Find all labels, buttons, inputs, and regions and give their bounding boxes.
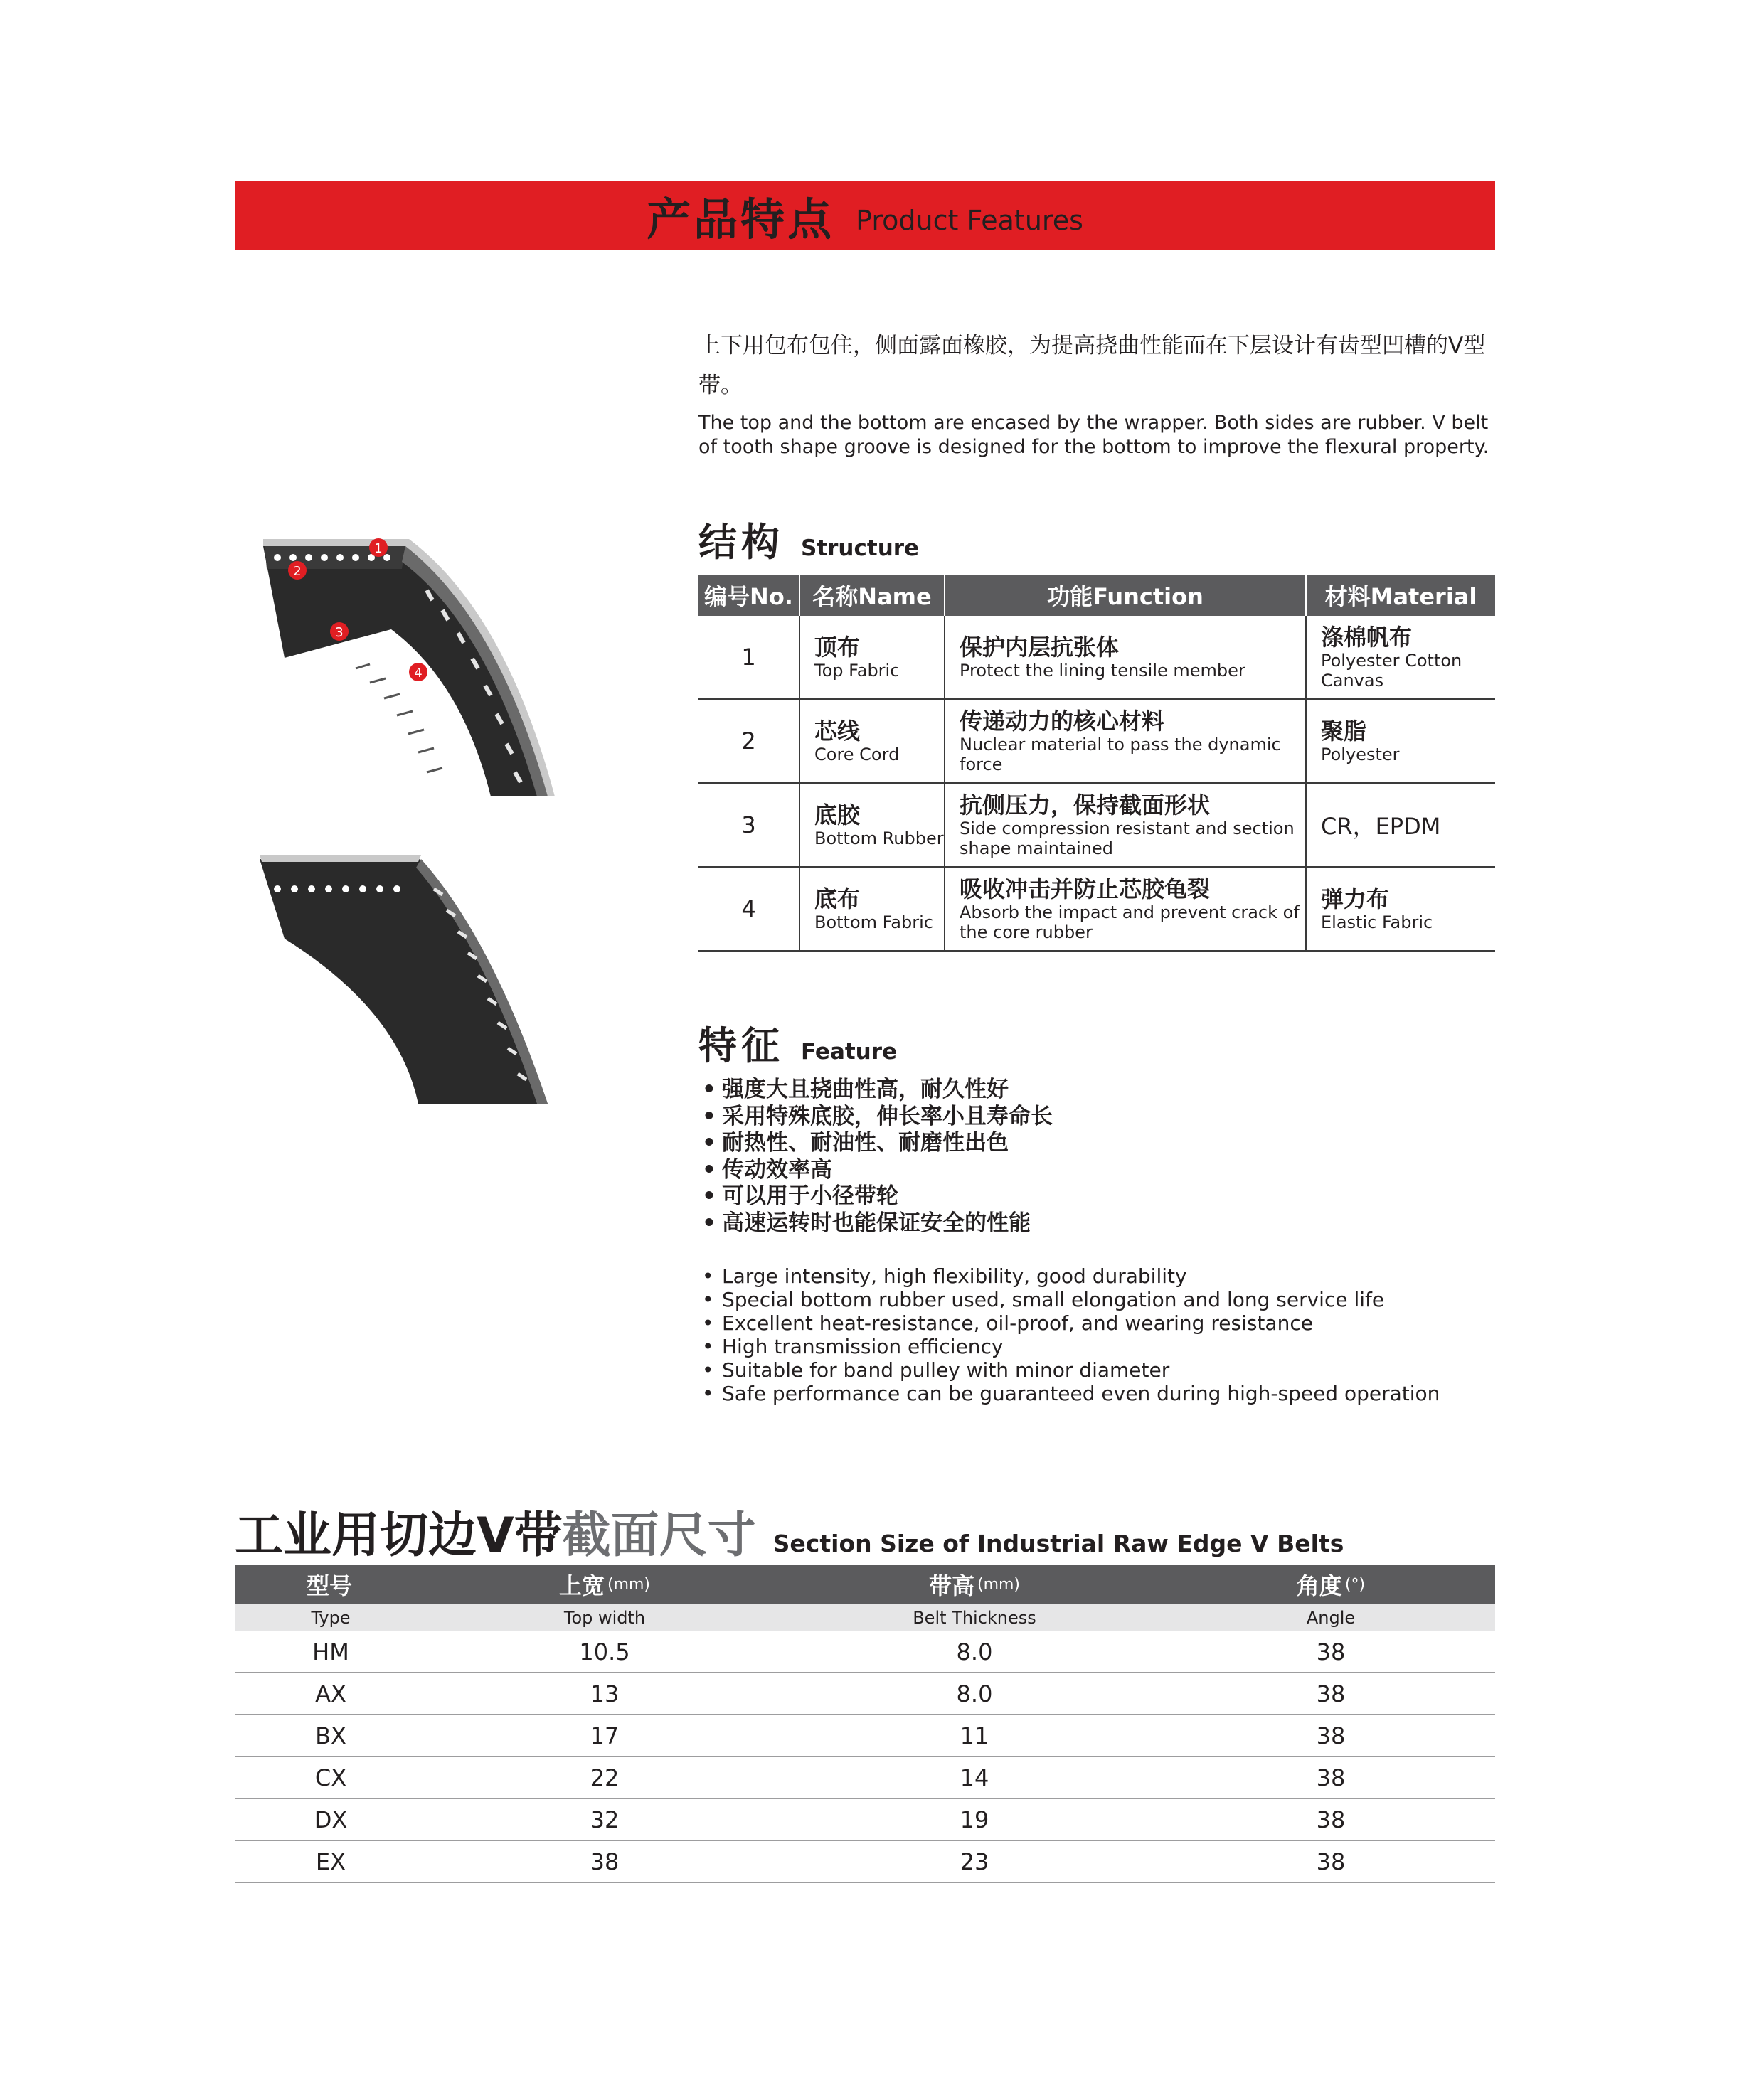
size-cell-type: CX — [314, 1764, 347, 1791]
structure-cell-function — [945, 699, 1306, 783]
structure-cell-name — [799, 616, 945, 699]
name-en: Top Fabric — [814, 661, 900, 681]
belt-cross-section-diagram — [256, 533, 555, 804]
name-cn: 芯线 — [814, 718, 861, 745]
material-en: Polyester Cotton Canvas — [1321, 651, 1462, 691]
section-size-title — [235, 1497, 1344, 1566]
intro-text — [698, 326, 1509, 459]
size-cell-type: EX — [315, 1848, 346, 1875]
size-cell-angle: 38 — [1316, 1638, 1346, 1665]
feature-list-cn — [701, 1077, 1053, 1237]
size-subheader-top-width: Top width — [563, 1608, 646, 1628]
section-size-table — [235, 1565, 1495, 1883]
size-subheader-angle: Angle — [1306, 1608, 1356, 1628]
name-cn: 底布 — [814, 885, 861, 912]
structure-header-no: 编号No. — [698, 575, 799, 616]
structure-cell-function — [945, 783, 1306, 867]
size-subheader-row — [235, 1604, 1495, 1631]
feature-heading — [698, 1016, 897, 1070]
structure-cell-no: 3 — [698, 783, 799, 867]
svg-text:4: 4 — [414, 666, 423, 681]
section-size-title-cn-a: 工业用切边V带 — [235, 1508, 563, 1564]
material-cn: 弹力布 — [1321, 885, 1390, 912]
function-en: Protect the lining tensile member — [960, 661, 1245, 681]
size-row — [235, 1757, 1495, 1799]
feature-item-cn: • 采用特殊底胶，伸长率小且寿命长 — [701, 1104, 1053, 1131]
structure-row — [698, 616, 1495, 699]
function-en: Nuclear material to pass the dynamic force — [960, 735, 1281, 774]
size-cell-top-width: 22 — [590, 1764, 620, 1791]
structure-row — [698, 699, 1495, 783]
size-subheader-belt-thickness: Belt Thickness — [913, 1608, 1036, 1628]
function-cn: 保护内层抗张体 — [960, 634, 1120, 661]
banner-title-en: Product Features — [856, 205, 1083, 236]
structure-heading-cn: 结构 — [698, 520, 784, 565]
name-en: Core Cord — [814, 745, 900, 764]
structure-header-material: 材料Material — [1306, 575, 1495, 616]
feature-item-cn: • 高速运转时也能保证安全的性能 — [701, 1210, 1053, 1237]
structure-cell-function — [945, 867, 1306, 951]
structure-cell-material — [1306, 867, 1495, 951]
size-row — [235, 1841, 1495, 1883]
structure-cell-no: 4 — [698, 867, 799, 951]
size-header-type: 型号 — [306, 1572, 352, 1599]
feature-item-en: • Special bottom rubber used, small elongation and long service life — [701, 1288, 1440, 1311]
size-cell-angle: 38 — [1316, 1680, 1346, 1707]
size-subheader-type: Type — [311, 1608, 351, 1628]
structure-row — [698, 867, 1495, 951]
feature-heading-en: Feature — [801, 1039, 898, 1065]
svg-text:2: 2 — [293, 564, 302, 579]
size-cell-belt-thickness: 19 — [960, 1806, 989, 1833]
feature-heading-cn: 特征 — [698, 1023, 784, 1068]
structure-cell-name — [799, 783, 945, 867]
size-cell-top-width: 17 — [590, 1722, 620, 1749]
feature-list-en — [701, 1264, 1440, 1405]
feature-item-cn: • 可以用于小径带轮 — [701, 1183, 1053, 1210]
structure-cell-function — [945, 616, 1306, 699]
size-header-row — [235, 1565, 1495, 1604]
name-en: Bottom Rubber — [814, 828, 944, 848]
structure-cell-material — [1306, 699, 1495, 783]
function-cn: 传递动力的核心材料 — [960, 708, 1165, 735]
section-size-title-en: Section Size of Industrial Raw Edge V Belts — [772, 1530, 1344, 1557]
structure-header-function: 功能Function — [945, 575, 1306, 616]
intro-en: The top and the bottom are encased by the wrapper. Both sides are rubber. V belt of tooth shape groove is designed for the bottom to improve the flexural property. — [698, 412, 1489, 458]
material-text: CR，EPDM — [1321, 813, 1441, 840]
size-cell-belt-thickness: 23 — [960, 1848, 989, 1875]
feature-item-en: • Large intensity, high flexibility, good durability — [701, 1264, 1440, 1288]
name-en: Bottom Fabric — [814, 912, 933, 932]
size-cell-type: HM — [312, 1638, 349, 1665]
material-en: Polyester — [1321, 745, 1400, 764]
marker-2 — [288, 561, 307, 580]
intro-cn: 上下用包布包住，侧面露面橡胶，为提高挠曲性能而在下层设计有齿型凹槽的V型带。 — [698, 333, 1486, 398]
structure-cell-material — [1306, 783, 1495, 867]
structure-heading-en: Structure — [801, 535, 920, 561]
structure-cell-name — [799, 867, 945, 951]
header-banner — [235, 181, 1495, 250]
structure-heading — [698, 512, 919, 567]
size-header-top-width: 上宽 (mm) — [558, 1572, 651, 1599]
material-cn: 涤棉帆布 — [1321, 624, 1413, 651]
size-header-angle: 角度 (°) — [1296, 1572, 1366, 1599]
size-cell-top-width: 32 — [590, 1806, 620, 1833]
marker-3 — [330, 622, 349, 641]
function-en: Absorb the impact and prevent crack of the core rubber — [960, 902, 1300, 942]
size-cell-angle: 38 — [1316, 1722, 1346, 1749]
structure-cell-no: 1 — [698, 616, 799, 699]
structure-cell-material — [1306, 616, 1495, 699]
feature-item-en: • High transmission efficiency — [701, 1335, 1440, 1358]
size-row — [235, 1673, 1495, 1715]
structure-row — [698, 783, 1495, 867]
size-cell-top-width: 10.5 — [579, 1638, 630, 1665]
marker-4 — [409, 663, 427, 681]
section-size-title-cn-b: 截面尺寸 — [562, 1508, 756, 1564]
feature-item-en: • Suitable for band pulley with minor diameter — [701, 1358, 1440, 1382]
banner-title-cn: 产品特点 — [647, 193, 835, 245]
size-cell-top-width: 13 — [590, 1680, 620, 1707]
structure-header-row — [698, 575, 1495, 616]
feature-item-en: • Safe performance can be guaranteed even during high-speed operation — [701, 1382, 1440, 1405]
material-en: Elastic Fabric — [1321, 912, 1433, 932]
size-cell-belt-thickness: 14 — [960, 1764, 989, 1791]
feature-item-en: • Excellent heat-resistance, oil-proof, and wearing resistance — [701, 1311, 1440, 1335]
belt-profile-image — [256, 853, 555, 1109]
svg-text:1: 1 — [374, 541, 383, 556]
size-header-belt-thickness: 带高 (mm) — [928, 1572, 1021, 1599]
size-cell-belt-thickness: 8.0 — [956, 1680, 993, 1707]
feature-item-cn: • 强度大且挠曲性高，耐久性好 — [701, 1077, 1053, 1104]
structure-header-name: 名称Name — [799, 575, 945, 616]
structure-cell-no: 2 — [698, 699, 799, 783]
structure-cell-name — [799, 699, 945, 783]
size-cell-type: DX — [314, 1806, 348, 1833]
size-cell-angle: 38 — [1316, 1806, 1346, 1833]
name-cn: 顶布 — [814, 634, 861, 661]
function-cn: 抗侧压力，保持截面形状 — [960, 792, 1211, 819]
size-row — [235, 1799, 1495, 1841]
size-cell-belt-thickness: 11 — [960, 1722, 989, 1749]
size-row — [235, 1631, 1495, 1673]
size-cell-type: AX — [315, 1680, 346, 1707]
svg-text:3: 3 — [335, 625, 344, 640]
size-cell-top-width: 38 — [590, 1848, 620, 1875]
material-cn: 聚脂 — [1321, 718, 1367, 745]
function-en: Side compression resistant and section shape maintained — [960, 819, 1295, 858]
size-cell-type: BX — [315, 1722, 346, 1749]
name-cn: 底胶 — [814, 801, 861, 828]
feature-item-cn: • 传动效率高 — [701, 1157, 1053, 1184]
function-cn: 吸收冲击并防止芯胶龟裂 — [960, 875, 1211, 902]
size-cell-angle: 38 — [1316, 1764, 1346, 1791]
size-cell-angle: 38 — [1316, 1848, 1346, 1875]
feature-item-cn: • 耐热性、耐油性、耐磨性出色 — [701, 1130, 1053, 1157]
marker-1 — [369, 538, 388, 557]
structure-table — [698, 575, 1495, 952]
size-cell-belt-thickness: 8.0 — [956, 1638, 993, 1665]
size-row — [235, 1715, 1495, 1757]
